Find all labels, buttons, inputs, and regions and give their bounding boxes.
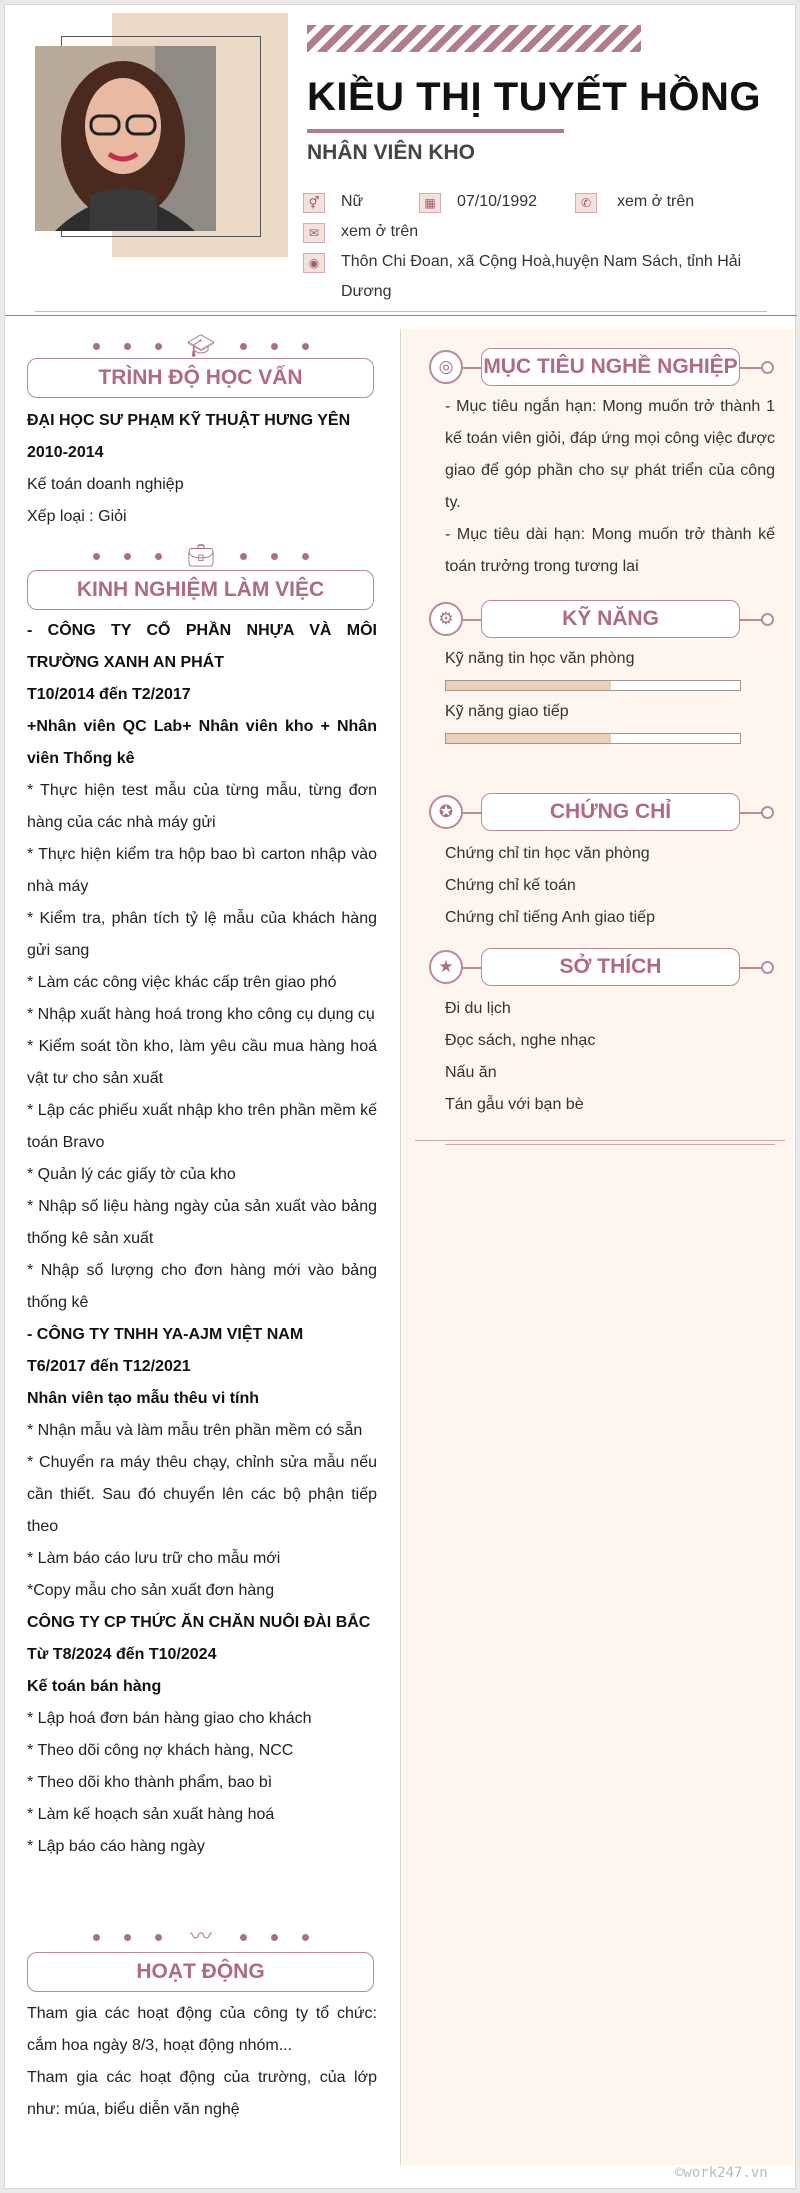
experience-line: - CÔNG TY CỔ PHẦN NHỰA VÀ MÔI TRƯỜNG XANH AN PHÁT xyxy=(27,622,377,671)
experience-line: - CÔNG TY TNHH YA-AJM VIỆT NAM xyxy=(27,1326,304,1343)
address-value-cont: Dương xyxy=(341,283,392,300)
skill-bar xyxy=(445,680,741,691)
objective-end-dot xyxy=(761,361,774,374)
medal-icon: ✪ xyxy=(429,795,463,829)
hobbies-content xyxy=(445,993,775,1121)
target-icon: ◎ xyxy=(429,350,463,384)
experience-content xyxy=(27,615,377,1863)
experience-line: T6/2017 đến T12/2021 xyxy=(27,1358,191,1375)
certificates-end-dot xyxy=(761,806,774,819)
hobby-item: Đi du lịch xyxy=(445,1000,511,1017)
activities-content xyxy=(27,1998,377,2126)
experience-line: * Nhập số lượng cho đơn hàng mới vào bảng thống kê xyxy=(27,1262,377,1311)
experience-line: * Nhận mẫu và làm mẫu trên phần mềm có sẵn xyxy=(27,1422,363,1439)
certificates-connector xyxy=(463,812,483,814)
experience-title: KINH NGHIỆM LÀM VIỆC xyxy=(27,570,374,610)
skills-end-dot xyxy=(761,613,774,626)
hobby-item: Đọc sách, nghe nhạc xyxy=(445,1032,596,1049)
skill-bar-fill xyxy=(446,681,611,690)
location-icon: ◉ xyxy=(303,253,325,273)
experience-line: +Nhân viên QC Lab+ Nhân viên kho + Nhân viên Thống kê xyxy=(27,718,377,767)
activity-item: Tham gia các hoạt động của công ty tổ chức: cắm hoa ngày 8/3, hoạt động nhóm... xyxy=(27,2005,377,2054)
skill-name: Kỹ năng giao tiếp xyxy=(445,703,569,720)
candidate-name: KIỀU THỊ TUYẾT HỒNG xyxy=(307,75,761,119)
address-value: Thôn Chi Đoan, xã Cộng Hoà,huyện Nam Sách, tỉnh Hải xyxy=(341,253,742,270)
experience-line: * Nhập số liệu hàng ngày của sản xuất vào bảng thống kê sản xuất xyxy=(27,1198,377,1247)
objective-title: MỤC TIÊU NGHỀ NGHIỆP xyxy=(481,348,740,386)
experience-line: * Làm kế hoạch sản xuất hàng hoá xyxy=(27,1806,275,1823)
calendar-icon: ▦ xyxy=(419,193,441,213)
certificate-item: Chứng chỉ tiếng Anh giao tiếp xyxy=(445,909,655,926)
star-icon: ★ xyxy=(429,950,463,984)
skills-title: KỸ NĂNG xyxy=(481,600,740,638)
experience-line: * Theo dõi công nợ khách hàng, NCC xyxy=(27,1742,294,1759)
experience-line: * Làm báo cáo lưu trữ cho mẫu mới xyxy=(27,1550,281,1567)
certificates-content xyxy=(445,838,775,934)
experience-line: Kế toán bán hàng xyxy=(27,1678,162,1695)
graduation-cap-icon: 🎓︎ xyxy=(187,333,215,358)
certificates-title: CHỨNG CHỈ xyxy=(481,793,740,831)
education-grade: Xếp loại : Giỏi xyxy=(27,508,127,525)
certificate-item: Chứng chỉ tin học văn phòng xyxy=(445,845,650,862)
education-content xyxy=(27,405,377,533)
gear-icon: ⚙ xyxy=(429,602,463,636)
experience-line: Nhân viên tạo mẫu thêu vi tính xyxy=(27,1390,260,1407)
experience-line: * Lập hoá đơn bán hàng giao cho khách xyxy=(27,1710,312,1727)
activities-ornament xyxy=(81,1926,321,1948)
certificate-item: Chứng chỉ kế toán xyxy=(445,877,576,894)
objective-long: - Mục tiêu dài hạn: Mong muốn trở thành kế toán trưởng trong tương lai xyxy=(445,526,775,575)
skills-connector xyxy=(463,619,483,621)
avatar xyxy=(35,46,216,231)
experience-line: * Theo dõi kho thành phẩm, bao bì xyxy=(27,1774,273,1791)
gender-value: Nữ xyxy=(341,193,364,210)
hobby-item: Tán gẫu với bạn bè xyxy=(445,1096,584,1113)
column-divider xyxy=(400,329,401,2165)
experience-line: * Thực hiện test mẫu của từng mẫu, từng đơn hàng của các nhà máy gửi xyxy=(27,782,377,831)
experience-line: *Copy mẫu cho sản xuất đơn hàng xyxy=(27,1582,275,1599)
education-title: TRÌNH ĐỘ HỌC VẤN xyxy=(27,358,374,398)
experience-line: * Lập báo cáo hàng ngày xyxy=(27,1838,205,1855)
name-underline xyxy=(307,129,564,133)
birthday-value: 07/10/1992 xyxy=(457,193,538,210)
skill-bar-fill xyxy=(446,734,611,743)
experience-line: * Quản lý các giấy tờ của kho xyxy=(27,1166,236,1183)
hobbies-end-dot xyxy=(761,961,774,974)
experience-line: * Kiểm tra, phân tích tỷ lệ mẫu của khách hàng gửi sang xyxy=(27,910,377,959)
experience-line: * Thực hiện kiểm tra hộp bao bì carton nhập vào nhà máy xyxy=(27,846,377,895)
experience-line: * Làm các công việc khác cấp trên giao phó xyxy=(27,974,337,991)
experience-ornament xyxy=(81,545,321,567)
hobbies-connector xyxy=(463,967,483,969)
education-ornament xyxy=(81,335,321,357)
hobbies-title: SỞ THÍCH xyxy=(481,948,740,986)
phone-icon: ✆ xyxy=(575,193,597,213)
activity-item: Tham gia các hoạt động của trường, của lớp như: múa, biểu diễn văn nghệ xyxy=(27,2069,377,2118)
cv-page xyxy=(4,4,796,2189)
skill-bar xyxy=(445,733,741,744)
experience-line: T10/2014 đến T2/2017 xyxy=(27,686,191,703)
objective-connector xyxy=(463,367,483,369)
experience-line: * Lập các phiếu xuất nhập kho trên phần mềm kế toán Bravo xyxy=(27,1102,377,1151)
watermark: ©work247.vn xyxy=(675,2165,768,2181)
header-divider xyxy=(5,315,797,316)
experience-line: * Kiểm soát tồn kho, làm yêu cầu mua hàng hoá vật tư cho sản xuất xyxy=(27,1038,377,1087)
pulse-icon: 〰 xyxy=(189,1924,212,1949)
header-stripe xyxy=(307,25,641,52)
skill-name: Kỹ năng tin học văn phòng xyxy=(445,650,635,667)
experience-line: CÔNG TY CP THỨC ĂN CHĂN NUÔI ĐÀI BẮC xyxy=(27,1614,371,1631)
education-years: 2010-2014 xyxy=(27,444,104,461)
email-icon: ✉ xyxy=(303,223,325,243)
phone-value: xem ở trên xyxy=(617,193,695,210)
objective-content xyxy=(445,391,775,583)
activities-title: HOẠT ĐỘNG xyxy=(27,1952,374,1992)
objective-short: - Mục tiêu ngắn hạn: Mong muốn trở thành 1 kế toán viên giỏi, đáp ứng mọi công việc được giao để góp phần cho sự phát triển của công ty. xyxy=(445,398,775,511)
experience-line: * Chuyển ra máy thêu chạy, chỉnh sửa mẫu nếu cần thiết. Sau đó chuyển lên các bộ phận tiếp theo xyxy=(27,1454,377,1535)
experience-line: Từ T8/2024 đến T10/2024 xyxy=(27,1646,217,1663)
right-end-divider-2 xyxy=(445,1144,775,1145)
job-title: NHÂN VIÊN KHO xyxy=(307,141,476,164)
gender-icon: ⚥ xyxy=(303,193,325,213)
right-end-divider xyxy=(415,1140,785,1141)
education-major: Kế toán doanh nghiệp xyxy=(27,476,184,493)
hobby-item: Nấu ăn xyxy=(445,1064,497,1081)
education-school: ĐẠI HỌC SƯ PHẠM KỸ THUẬT HƯNG YÊN xyxy=(27,412,351,429)
experience-line: * Nhập xuất hàng hoá trong kho công cụ dụng cụ xyxy=(27,1006,375,1023)
briefcase-icon: 💼︎ xyxy=(187,543,215,568)
email-value: xem ở trên xyxy=(341,223,419,240)
header-divider-thin xyxy=(35,311,767,312)
